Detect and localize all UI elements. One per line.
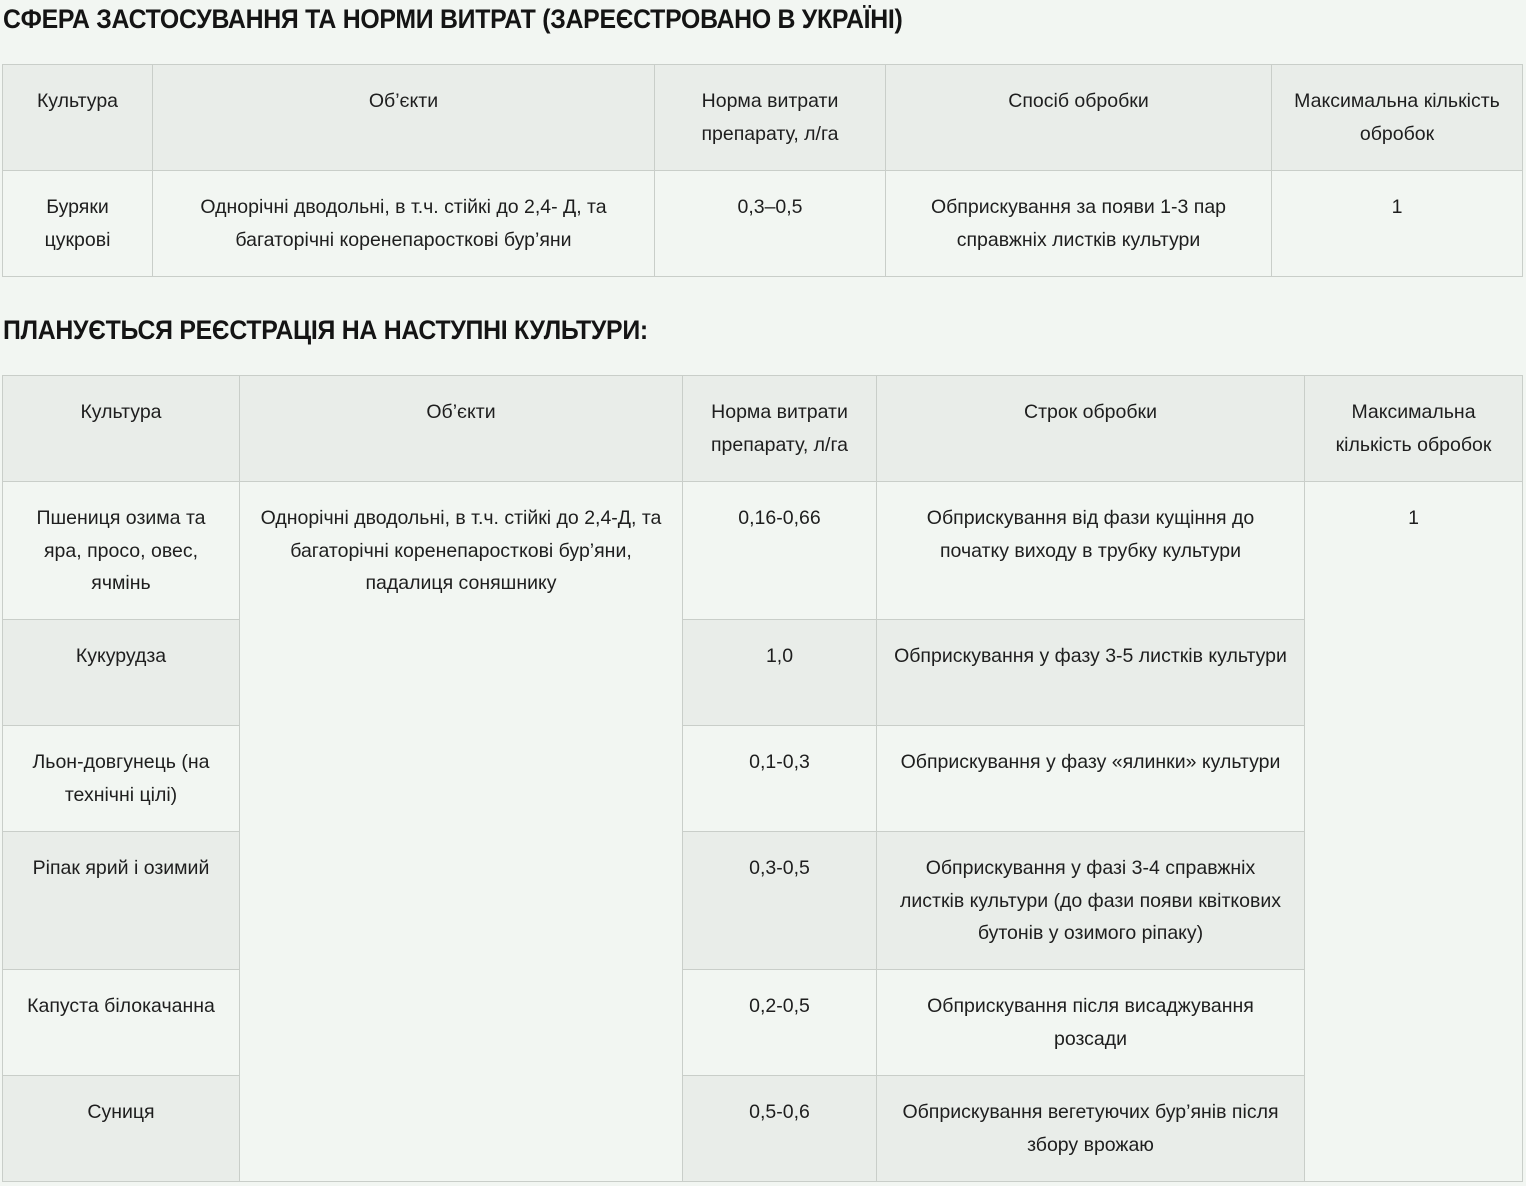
cell-rate: 0,2-0,5 [683, 970, 877, 1076]
header-crop: Культура [3, 65, 153, 171]
cell-max-treatments: 1 [1305, 482, 1523, 1182]
cell-crop: Ріпак ярий і озимий [3, 832, 240, 970]
registered-section-title: СФЕРА ЗАСТОСУВАННЯ ТА НОРМИ ВИТРАТ (ЗАРЕЄСТРОВАНО В УКРАЇНІ) [3, 4, 903, 34]
cell-term: Обприскування у фазу «ялинки» культури [877, 726, 1305, 832]
cell-rate: 0,3–0,5 [655, 171, 886, 277]
table-header-row [3, 65, 1523, 171]
table-row [3, 726, 1523, 832]
cell-rate: 1,0 [683, 620, 877, 726]
table-row [3, 482, 1523, 620]
cell-rate: 0,16-0,66 [683, 482, 877, 620]
cell-max-treatments: 1 [1272, 171, 1523, 277]
header-method: Спосіб обробки [886, 65, 1272, 171]
header-objects: Об’єкти [153, 65, 655, 171]
cell-term: Обприскування від фази кущіння до початку виходу в трубку культури [877, 482, 1305, 620]
cell-term: Обприскування вегетуючих бур’янів після збору врожаю [877, 1076, 1305, 1182]
cell-crop: Льон-довгунець (на технічні цілі) [3, 726, 240, 832]
cell-rate: 0,3-0,5 [683, 832, 877, 970]
planned-section-title: ПЛАНУЄТЬСЯ РЕЄСТРАЦІЯ НА НАСТУПНІ КУЛЬТУРИ: [3, 315, 648, 345]
cell-crop: Пшениця озима та яра, просо, овес, ячмінь [3, 482, 240, 620]
cell-crop: Буряки цукрові [3, 171, 153, 277]
header-objects: Об’єкти [240, 376, 683, 482]
cell-rate: 0,5-0,6 [683, 1076, 877, 1182]
header-max-treatments: Максимальна кількість обробок [1305, 376, 1523, 482]
header-max-treatments: Максимальна кількість обробок [1272, 65, 1523, 171]
table-row [3, 620, 1523, 726]
header-term: Строк обробки [877, 376, 1305, 482]
table-row [3, 171, 1523, 277]
cell-term: Обприскування у фазі 3-4 справжніх листків культури (до фази появи квіткових бутонів у озимого ріпаку) [877, 832, 1305, 970]
table-header-row [3, 376, 1523, 482]
cell-crop: Кукурудза [3, 620, 240, 726]
header-rate: Норма витрати препарату, л/га [683, 376, 877, 482]
header-rate: Норма витрати препарату, л/га [655, 65, 886, 171]
table-row [3, 1076, 1523, 1182]
table-row [3, 832, 1523, 970]
cell-method: Обприскування за появи 1-3 пар справжніх листків культури [886, 171, 1272, 277]
table-row [3, 970, 1523, 1076]
cell-rate: 0,1-0,3 [683, 726, 877, 832]
cell-objects: Однорічні дводольні, в т.ч. стійкі до 2,4-Д, та багаторічні коренепаросткові бур’яни, падалиця соняшнику [240, 482, 683, 1182]
cell-crop: Капуста білокачанна [3, 970, 240, 1076]
header-crop: Культура [3, 376, 240, 482]
planned-registration-table [2, 375, 1523, 1182]
cell-objects: Однорічні дводольні, в т.ч. стійкі до 2,4- Д, та багаторічні коренепаросткові бур’яни [153, 171, 655, 277]
cell-crop: Суниця [3, 1076, 240, 1182]
cell-term: Обприскування у фазу 3-5 листків культури [877, 620, 1305, 726]
registered-usage-table [2, 64, 1523, 277]
cell-term: Обприскування після висаджування розсади [877, 970, 1305, 1076]
